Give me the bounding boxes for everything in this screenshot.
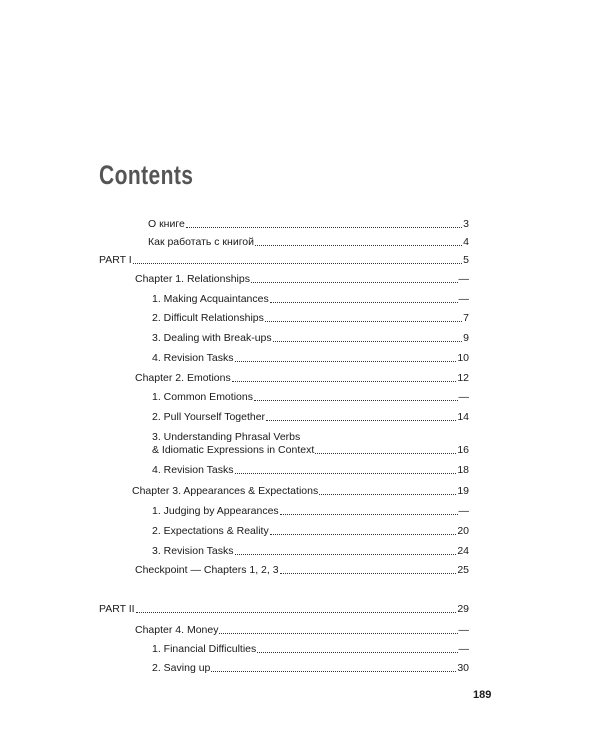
toc-leader-dots xyxy=(273,341,463,342)
toc-leader-dots xyxy=(219,633,457,634)
toc-entry-chapter-4[interactable] xyxy=(135,624,469,637)
toc-entry-label: 1. Financial Difficulties xyxy=(152,643,257,655)
toc-entry-label: 2. Saving up xyxy=(152,662,211,674)
toc-entry-page: 7 xyxy=(463,312,469,324)
toc-entry-label: 4. Revision Tasks xyxy=(152,464,234,476)
toc-entry-chapter-3[interactable] xyxy=(132,485,469,498)
toc-entry-part-1[interactable] xyxy=(99,254,469,267)
toc-leader-dots xyxy=(235,361,457,362)
toc-leader-dots xyxy=(270,534,457,535)
toc-entry-section[interactable] xyxy=(152,411,469,424)
toc-entry-page: 25 xyxy=(457,564,469,576)
toc-entry-section[interactable] xyxy=(152,431,469,457)
toc-entry-label: 1. Making Acquaintances xyxy=(152,293,269,305)
toc-entry-chapter-2[interactable] xyxy=(135,372,469,385)
toc-entry-part-2[interactable] xyxy=(99,603,469,616)
toc-entry-page: — xyxy=(458,624,469,636)
toc-entry-page: 19 xyxy=(457,485,469,497)
toc-entry-page: — xyxy=(458,643,469,655)
toc-leader-dots xyxy=(319,494,456,495)
toc-entry-label: Как работать с книгой xyxy=(148,236,254,248)
toc-entry-label: Chapter 1. Relationships xyxy=(135,273,250,285)
toc-entry-page: — xyxy=(458,273,469,285)
toc-entry-page: — xyxy=(458,391,469,403)
toc-leader-dots xyxy=(315,453,456,454)
toc-leader-dots xyxy=(254,400,458,401)
toc-entry-label: Chapter 2. Emotions xyxy=(135,372,231,384)
toc-entry-section[interactable] xyxy=(152,332,469,345)
toc-entry-page: 14 xyxy=(457,411,469,423)
toc-entry-label: 2. Pull Yourself Together xyxy=(152,411,266,423)
toc-entry-label: PART I xyxy=(99,254,132,266)
page-number: 189 xyxy=(473,689,492,701)
toc-entry-page: 30 xyxy=(457,662,469,674)
toc-entry-checkpoint[interactable] xyxy=(135,564,469,577)
toc-entry-page: 12 xyxy=(457,372,469,384)
toc-entry-label: PART II xyxy=(99,603,135,615)
toc-entry-page: 10 xyxy=(457,352,469,364)
toc-entry-label: 3. Revision Tasks xyxy=(152,545,234,557)
toc-entry-page: — xyxy=(458,293,469,305)
toc-entry-label: 1. Common Emotions xyxy=(152,391,253,403)
toc-entry-chapter-1[interactable] xyxy=(135,273,469,286)
toc-entry-label: 2. Expectations & Reality xyxy=(152,525,269,537)
toc-entry-label: О книге xyxy=(148,218,185,230)
toc-entry-page: 4 xyxy=(463,236,469,248)
toc-entry-label: Chapter 4. Money xyxy=(135,624,219,636)
toc-entry-label: Chapter 3. Appearances & Expectations xyxy=(132,485,319,497)
toc-entry-page: 3 xyxy=(463,218,469,230)
toc-leader-dots xyxy=(133,263,462,264)
toc-leader-dots xyxy=(270,302,458,303)
toc-entry-label: 2. Difficult Relationships xyxy=(152,312,264,324)
page-title: Contents xyxy=(99,160,194,190)
toc-leader-dots xyxy=(257,652,457,653)
toc-entry-page: 24 xyxy=(457,545,469,557)
toc-entry-page: 9 xyxy=(463,332,469,344)
toc-entry-section[interactable] xyxy=(152,293,469,306)
toc-entry-section[interactable] xyxy=(152,352,469,365)
toc-leader-dots xyxy=(280,514,458,515)
toc-leader-dots xyxy=(186,227,462,228)
toc-entry-label: 3. Dealing with Break-ups xyxy=(152,332,272,344)
toc-entry-how-to-use[interactable] xyxy=(148,236,469,249)
toc-leader-dots xyxy=(232,381,457,382)
toc-entry-page: 16 xyxy=(457,444,469,456)
toc-entry-label: 4. Revision Tasks xyxy=(152,352,234,364)
toc-entry-page: — xyxy=(458,505,469,517)
toc-entry-section[interactable] xyxy=(152,643,469,656)
toc-leader-dots xyxy=(235,473,457,474)
toc-entry-section[interactable] xyxy=(152,312,469,325)
toc-entry-page: 5 xyxy=(463,254,469,266)
toc-entry-about-book[interactable] xyxy=(148,218,469,231)
toc-leader-dots xyxy=(211,671,456,672)
toc-entry-label-line1: 3. Understanding Phrasal Verbs xyxy=(152,431,301,443)
toc-entry-label: 1. Judging by Appearances xyxy=(152,505,279,517)
toc-entry-section[interactable] xyxy=(152,391,469,404)
toc-entry-section[interactable] xyxy=(152,525,469,538)
toc-leader-dots xyxy=(251,282,458,283)
toc-leader-dots xyxy=(136,612,457,613)
toc-leader-dots xyxy=(235,554,457,555)
toc-entry-page: 20 xyxy=(457,525,469,537)
toc-leader-dots xyxy=(280,573,457,574)
toc-entry-page: 18 xyxy=(457,464,469,476)
toc-entry-section[interactable] xyxy=(152,545,469,558)
toc-leader-dots xyxy=(255,245,462,246)
toc-entry-label: Checkpoint — Chapters 1, 2, 3 xyxy=(135,564,279,576)
toc-leader-dots xyxy=(265,321,462,322)
toc-entry-label-line2: & Idiomatic Expressions in Context xyxy=(152,444,315,456)
toc-entry-label-block xyxy=(152,431,314,457)
toc-entry-section[interactable] xyxy=(152,464,469,477)
toc-leader-dots xyxy=(266,420,456,421)
toc-entry-section[interactable] xyxy=(152,505,469,518)
toc-entry-section[interactable] xyxy=(152,662,469,675)
toc-entry-page: 29 xyxy=(457,603,469,615)
